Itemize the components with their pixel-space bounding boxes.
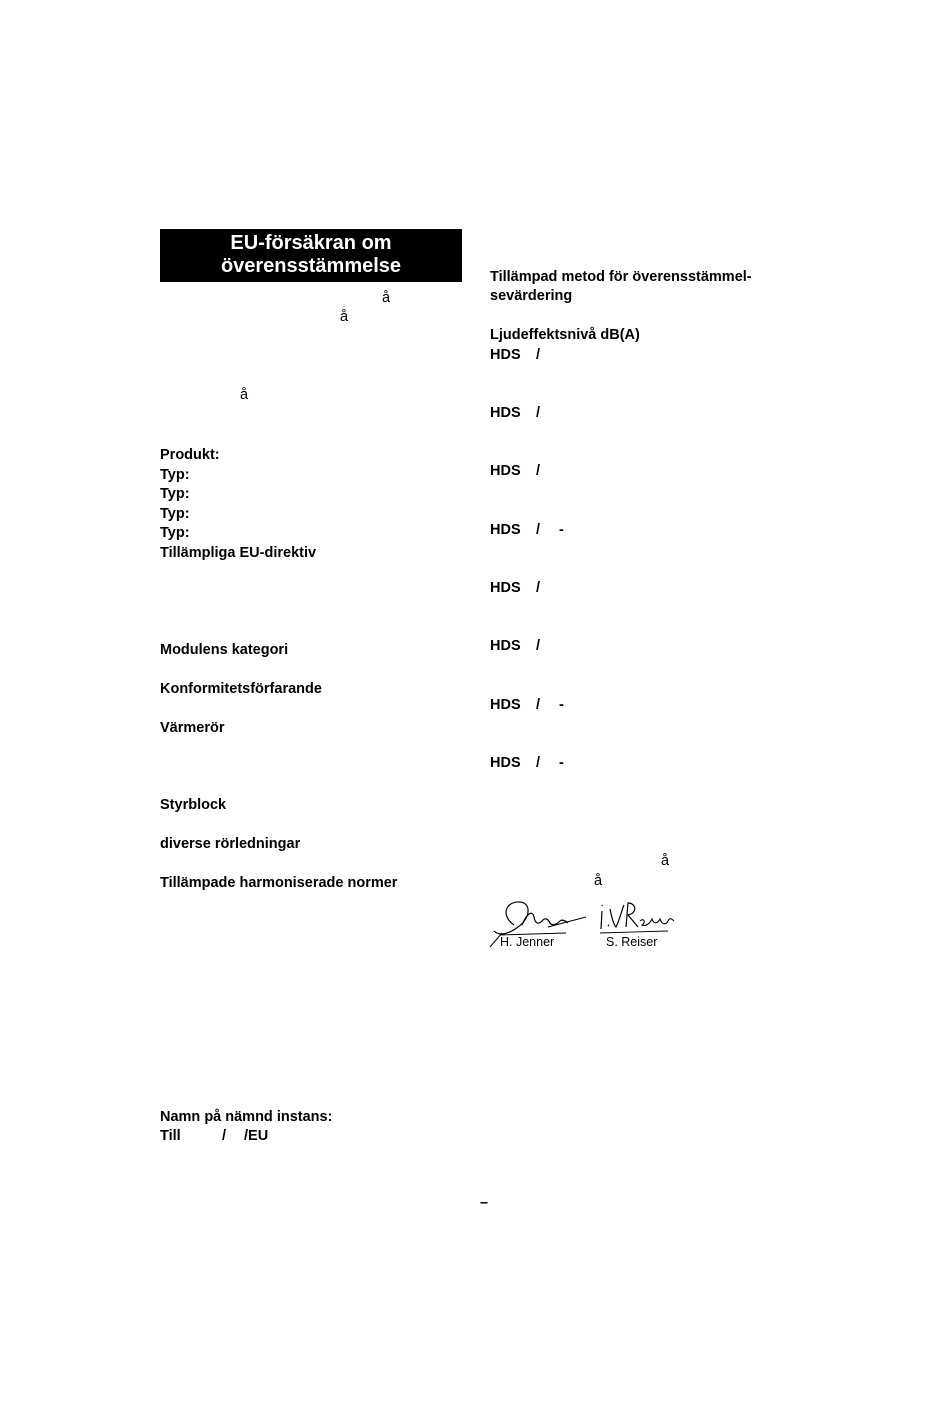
hds-model: HDS — [490, 405, 521, 421]
till-slash: / — [222, 1128, 227, 1144]
hds-model: HDS — [490, 697, 521, 713]
hds-slash: / — [536, 755, 541, 771]
harmonised-standards-label: Tillämpade harmoniserade normer — [160, 875, 398, 891]
control-block-label: Styrblock — [160, 797, 227, 813]
type-label-1: Typ: — [160, 467, 190, 483]
hds-slash: / — [536, 697, 541, 713]
hds-model: HDS — [490, 638, 521, 654]
module-category-label: Modulens kategori — [160, 642, 289, 658]
page-footer-dash: – — [480, 1195, 489, 1211]
stray-character: å — [240, 387, 249, 403]
type-label-4: Typ: — [160, 525, 190, 541]
method-label-line-2: sevärdering — [490, 288, 573, 304]
hds-slash: / — [536, 580, 541, 596]
hds-model: HDS — [490, 463, 521, 479]
hds-slash: / — [536, 638, 541, 654]
hds-slash: / — [536, 522, 541, 538]
till-label: Till — [160, 1128, 181, 1144]
title-line-2: överensstämmelse — [220, 255, 402, 277]
stray-character: å — [382, 290, 391, 306]
hds-model: HDS — [490, 522, 521, 538]
hds-slash: / — [536, 347, 541, 363]
hds-dash: - — [559, 755, 564, 771]
stray-character: å — [340, 309, 349, 325]
signatory-name-2: S. Reiser — [606, 935, 658, 949]
pipes-label: diverse rörledningar — [160, 836, 301, 852]
hds-model: HDS — [490, 755, 521, 771]
heat-pipe-label: Värmerör — [160, 720, 225, 736]
conformity-procedure-label: Konformitetsförfarande — [160, 681, 322, 697]
hds-dash: - — [559, 522, 564, 538]
type-label-2: Typ: — [160, 486, 190, 502]
directives-label: Tillämpliga EU-direktiv — [160, 545, 317, 561]
stray-character: å — [594, 873, 603, 889]
hds-slash: / — [536, 405, 541, 421]
product-label: Produkt: — [160, 447, 220, 463]
type-label-3: Typ: — [160, 506, 190, 522]
title-line-1: EU-försäkran om — [230, 232, 392, 254]
method-label-line-1: Tillämpad metod för överensstämmel- — [490, 269, 752, 285]
hds-slash: / — [536, 463, 541, 479]
stray-character: å — [661, 853, 670, 869]
signatory-name-1: H. Jenner — [500, 935, 555, 949]
till-eu: /EU — [244, 1128, 269, 1144]
noise-level-label: Ljudeffektsnivå dB(A) — [490, 327, 640, 343]
document-title — [160, 229, 462, 282]
hds-model: HDS — [490, 580, 521, 596]
signature-reiser-icon — [596, 895, 676, 940]
hds-model: HDS — [490, 347, 521, 363]
hds-dash: - — [559, 697, 564, 713]
notified-body-label: Namn på nämnd instans: — [160, 1109, 333, 1125]
